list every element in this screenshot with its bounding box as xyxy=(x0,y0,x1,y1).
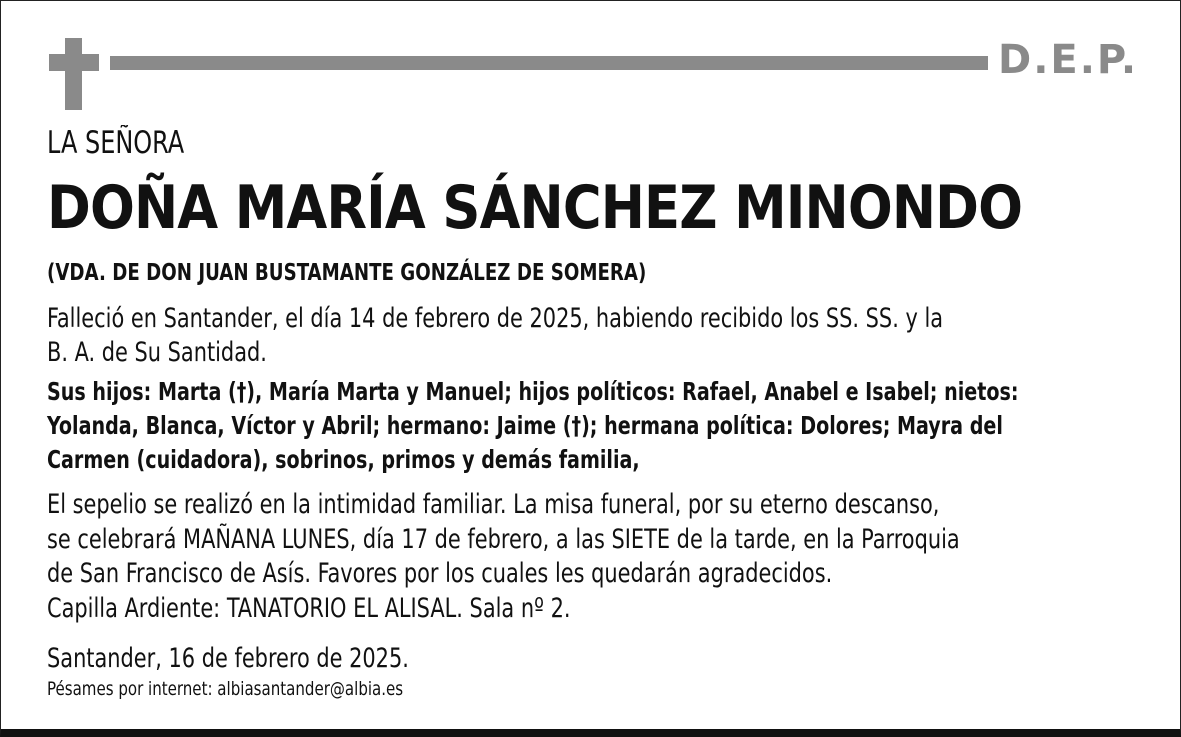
family-line: Sus hijos: Marta (†), María Marta y Manuel; hijos políticos: Rafael, Anabel e Isabel; nietos: xyxy=(47,377,1019,406)
family-line: Yolanda, Blanca, Víctor y Abril; hermano: Jaime (†); hermana política: Dolores; Mayra del xyxy=(47,411,1003,440)
service-line: El sepelio se realizó en la intimidad familiar. La misa funeral, por su eterno descanso, xyxy=(47,489,940,520)
dep-label: D.E.P. xyxy=(998,37,1139,83)
cross-icon xyxy=(49,38,99,110)
honorific: LA SEÑORA xyxy=(47,125,185,161)
condolences-line: Pésames por internet: albiasantander@albia.es xyxy=(47,678,404,700)
service-paragraph xyxy=(47,488,1079,626)
death-paragraph xyxy=(47,302,1079,370)
family-line: Carmen (cuidadora), sobrinos, primos y demás familia, xyxy=(47,445,640,474)
deceased-name: DOÑA MARÍA SÁNCHEZ MINONDO xyxy=(47,173,1023,243)
service-line: de San Francisco de Asís. Favores por los cuales les quedarán agradecidos. xyxy=(47,558,833,589)
service-line: se celebrará MAÑANA LUNES, día 17 de febrero, a las SIETE de la tarde, en la Parroquia xyxy=(47,523,960,555)
service-line: Capilla Ardiente: TANATORIO EL ALISAL. Sala nº 2. xyxy=(47,592,571,624)
family-paragraph xyxy=(47,375,1067,477)
death-line: Falleció en Santander, el día 14 de febrero de 2025, habiendo recibido los SS. SS. y la xyxy=(47,303,944,334)
widow-of: (VDA. DE DON JUAN BUSTAMANTE GONZÁLEZ DE SOMERA) xyxy=(47,260,647,286)
death-line: B. A. de Su Santidad. xyxy=(47,337,267,368)
header-rule xyxy=(110,56,988,70)
place-date: Santander, 16 de febrero de 2025. xyxy=(47,643,409,674)
